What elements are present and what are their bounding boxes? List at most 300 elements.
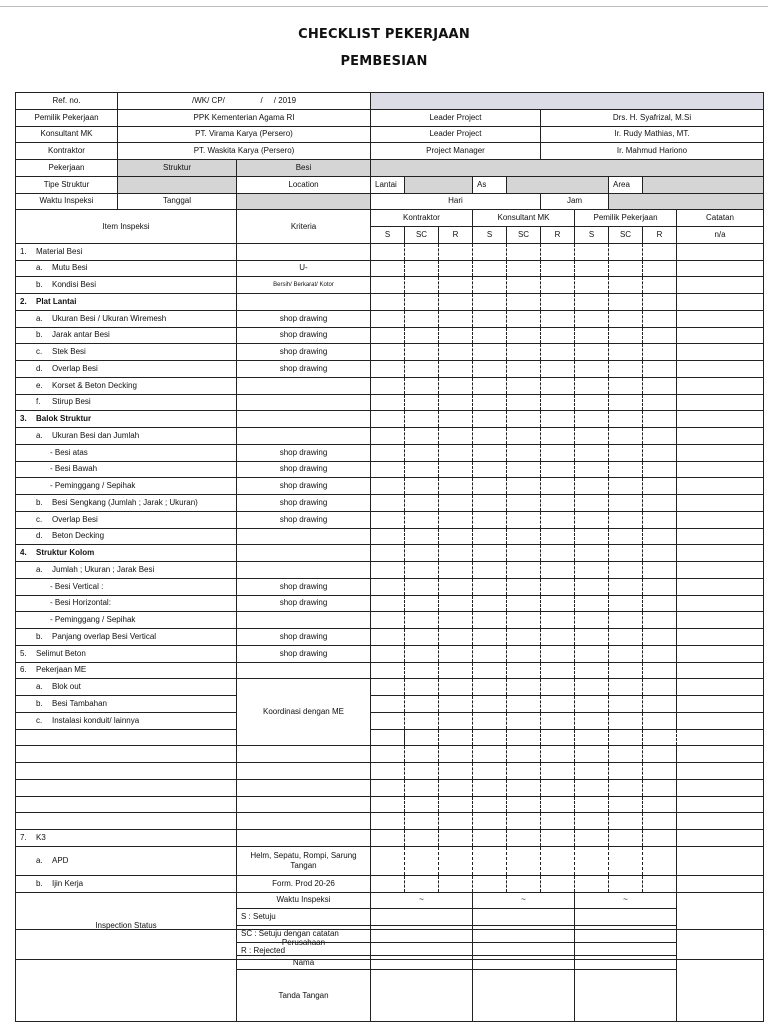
check-cell[interactable]	[371, 578, 405, 595]
check-cell[interactable]	[473, 528, 507, 545]
check-cell[interactable]	[575, 260, 609, 277]
check-cell[interactable]	[541, 796, 575, 813]
check-cell[interactable]	[643, 461, 677, 478]
check-cell[interactable]	[507, 394, 541, 411]
check-cell[interactable]	[405, 729, 439, 746]
check-cell[interactable]	[541, 260, 575, 277]
check-cell[interactable]	[609, 428, 643, 445]
check-cell[interactable]	[439, 243, 473, 260]
check-cell[interactable]	[575, 545, 609, 562]
check-cell[interactable]	[507, 461, 541, 478]
check-cell[interactable]	[609, 813, 643, 830]
check-cell[interactable]	[609, 662, 643, 679]
check-cell[interactable]	[439, 294, 473, 311]
check-cell[interactable]	[677, 846, 764, 875]
check-cell[interactable]	[439, 830, 473, 847]
check-cell[interactable]	[439, 545, 473, 562]
check-cell[interactable]	[609, 394, 643, 411]
check-cell[interactable]	[541, 629, 575, 646]
check-cell[interactable]	[507, 528, 541, 545]
check-cell[interactable]	[643, 763, 677, 780]
check-cell[interactable]	[575, 763, 609, 780]
check-cell[interactable]	[439, 662, 473, 679]
check-cell[interactable]	[643, 830, 677, 847]
check-cell[interactable]	[643, 662, 677, 679]
check-cell[interactable]	[575, 679, 609, 696]
check-cell[interactable]	[439, 562, 473, 579]
check-cell[interactable]	[405, 846, 439, 875]
check-cell[interactable]	[609, 327, 643, 344]
check-cell[interactable]	[677, 495, 764, 512]
check-cell[interactable]	[507, 310, 541, 327]
check-cell[interactable]	[643, 729, 677, 746]
check-cell[interactable]	[609, 478, 643, 495]
check-cell[interactable]	[609, 260, 643, 277]
check-cell[interactable]	[439, 578, 473, 595]
check-cell[interactable]	[439, 612, 473, 629]
check-cell[interactable]	[473, 830, 507, 847]
check-cell[interactable]	[609, 277, 643, 294]
check-cell[interactable]	[371, 662, 405, 679]
status-s-contractor[interactable]	[371, 909, 473, 926]
check-cell[interactable]	[473, 545, 507, 562]
check-cell[interactable]	[677, 875, 764, 892]
check-cell[interactable]	[609, 495, 643, 512]
check-cell[interactable]	[677, 562, 764, 579]
check-cell[interactable]	[507, 813, 541, 830]
check-cell[interactable]	[439, 377, 473, 394]
check-cell[interactable]	[541, 411, 575, 428]
check-cell[interactable]	[507, 444, 541, 461]
check-cell[interactable]	[439, 327, 473, 344]
check-cell[interactable]	[643, 629, 677, 646]
check-cell[interactable]	[541, 294, 575, 311]
check-cell[interactable]	[473, 260, 507, 277]
check-cell[interactable]	[541, 428, 575, 445]
check-cell[interactable]	[371, 511, 405, 528]
check-cell[interactable]	[439, 528, 473, 545]
company-contractor[interactable]	[371, 930, 473, 956]
check-cell[interactable]	[541, 495, 575, 512]
check-cell[interactable]	[371, 679, 405, 696]
check-cell[interactable]	[473, 562, 507, 579]
check-cell[interactable]	[609, 779, 643, 796]
check-cell[interactable]	[609, 712, 643, 729]
check-cell[interactable]	[405, 495, 439, 512]
check-cell[interactable]	[677, 327, 764, 344]
check-cell[interactable]	[575, 478, 609, 495]
check-cell[interactable]	[405, 595, 439, 612]
check-cell[interactable]	[643, 495, 677, 512]
check-cell[interactable]	[677, 746, 764, 763]
check-cell[interactable]	[541, 277, 575, 294]
check-cell[interactable]	[405, 662, 439, 679]
check-cell[interactable]	[575, 796, 609, 813]
check-cell[interactable]	[371, 478, 405, 495]
check-cell[interactable]	[609, 377, 643, 394]
check-cell[interactable]	[507, 377, 541, 394]
check-cell[interactable]	[371, 875, 405, 892]
check-cell[interactable]	[405, 875, 439, 892]
sign-owner[interactable]	[575, 970, 677, 1022]
check-cell[interactable]	[575, 361, 609, 378]
check-cell[interactable]	[575, 444, 609, 461]
check-cell[interactable]	[541, 361, 575, 378]
check-cell[interactable]	[473, 779, 507, 796]
check-cell[interactable]	[677, 629, 764, 646]
check-cell[interactable]	[473, 344, 507, 361]
check-cell[interactable]	[677, 361, 764, 378]
check-cell[interactable]	[439, 813, 473, 830]
check-cell[interactable]	[643, 260, 677, 277]
check-cell[interactable]	[609, 696, 643, 713]
check-cell[interactable]	[643, 679, 677, 696]
check-cell[interactable]	[473, 461, 507, 478]
check-cell[interactable]	[507, 478, 541, 495]
check-cell[interactable]	[371, 528, 405, 545]
check-cell[interactable]	[439, 763, 473, 780]
check-cell[interactable]	[643, 394, 677, 411]
check-cell[interactable]	[439, 712, 473, 729]
check-cell[interactable]	[541, 696, 575, 713]
check-cell[interactable]	[405, 294, 439, 311]
check-cell[interactable]	[643, 310, 677, 327]
check-cell[interactable]	[405, 511, 439, 528]
check-cell[interactable]	[507, 679, 541, 696]
check-cell[interactable]	[677, 696, 764, 713]
check-cell[interactable]	[405, 645, 439, 662]
check-cell[interactable]	[609, 645, 643, 662]
check-cell[interactable]	[677, 344, 764, 361]
check-cell[interactable]	[643, 562, 677, 579]
check-cell[interactable]	[575, 277, 609, 294]
check-cell[interactable]	[507, 344, 541, 361]
check-cell[interactable]	[405, 712, 439, 729]
check-cell[interactable]	[439, 277, 473, 294]
status-s-owner[interactable]	[575, 909, 677, 926]
check-cell[interactable]	[609, 361, 643, 378]
check-cell[interactable]	[643, 612, 677, 629]
check-cell[interactable]	[371, 495, 405, 512]
check-cell[interactable]	[643, 428, 677, 445]
check-cell[interactable]	[541, 394, 575, 411]
check-cell[interactable]	[507, 428, 541, 445]
check-cell[interactable]	[405, 277, 439, 294]
check-cell[interactable]	[609, 595, 643, 612]
check-cell[interactable]	[609, 830, 643, 847]
check-cell[interactable]	[507, 578, 541, 595]
check-cell[interactable]	[541, 562, 575, 579]
check-cell[interactable]	[507, 545, 541, 562]
check-cell[interactable]	[371, 696, 405, 713]
check-cell[interactable]	[677, 243, 764, 260]
check-cell[interactable]	[677, 461, 764, 478]
check-cell[interactable]	[677, 595, 764, 612]
check-cell[interactable]	[507, 277, 541, 294]
check-cell[interactable]	[541, 813, 575, 830]
check-cell[interactable]	[677, 411, 764, 428]
check-cell[interactable]	[677, 645, 764, 662]
check-cell[interactable]	[575, 645, 609, 662]
check-cell[interactable]	[371, 595, 405, 612]
check-cell[interactable]	[507, 629, 541, 646]
check-cell[interactable]	[541, 729, 575, 746]
check-cell[interactable]	[677, 277, 764, 294]
check-cell[interactable]	[609, 562, 643, 579]
check-cell[interactable]	[541, 528, 575, 545]
check-cell[interactable]	[473, 813, 507, 830]
check-cell[interactable]	[405, 377, 439, 394]
check-cell[interactable]	[575, 243, 609, 260]
check-cell[interactable]	[677, 478, 764, 495]
check-cell[interactable]	[405, 361, 439, 378]
check-cell[interactable]	[439, 875, 473, 892]
check-cell[interactable]	[473, 712, 507, 729]
check-cell[interactable]	[609, 612, 643, 629]
check-cell[interactable]	[575, 578, 609, 595]
check-cell[interactable]	[405, 411, 439, 428]
check-cell[interactable]	[643, 243, 677, 260]
check-cell[interactable]	[405, 461, 439, 478]
check-cell[interactable]	[677, 260, 764, 277]
check-cell[interactable]	[439, 729, 473, 746]
check-cell[interactable]	[643, 746, 677, 763]
check-cell[interactable]	[541, 377, 575, 394]
check-cell[interactable]	[609, 411, 643, 428]
check-cell[interactable]	[609, 294, 643, 311]
check-cell[interactable]	[473, 377, 507, 394]
check-cell[interactable]	[473, 662, 507, 679]
check-cell[interactable]	[405, 779, 439, 796]
check-cell[interactable]	[439, 260, 473, 277]
check-cell[interactable]	[439, 846, 473, 875]
check-cell[interactable]	[507, 746, 541, 763]
area-value[interactable]	[643, 176, 764, 193]
check-cell[interactable]	[473, 277, 507, 294]
check-cell[interactable]	[405, 310, 439, 327]
check-cell[interactable]	[405, 813, 439, 830]
check-cell[interactable]	[405, 830, 439, 847]
check-cell[interactable]	[473, 394, 507, 411]
check-cell[interactable]	[575, 629, 609, 646]
check-cell[interactable]	[473, 846, 507, 875]
check-cell[interactable]	[609, 629, 643, 646]
check-cell[interactable]	[439, 645, 473, 662]
check-cell[interactable]	[473, 696, 507, 713]
check-cell[interactable]	[575, 779, 609, 796]
check-cell[interactable]	[643, 645, 677, 662]
check-cell[interactable]	[439, 394, 473, 411]
check-cell[interactable]	[473, 595, 507, 612]
check-cell[interactable]	[541, 344, 575, 361]
check-cell[interactable]	[677, 779, 764, 796]
check-cell[interactable]	[507, 294, 541, 311]
check-cell[interactable]	[507, 875, 541, 892]
check-cell[interactable]	[541, 478, 575, 495]
check-cell[interactable]	[541, 830, 575, 847]
check-cell[interactable]	[439, 428, 473, 445]
check-cell[interactable]	[371, 461, 405, 478]
check-cell[interactable]	[575, 411, 609, 428]
check-cell[interactable]	[677, 796, 764, 813]
check-cell[interactable]	[405, 243, 439, 260]
check-cell[interactable]	[371, 562, 405, 579]
check-cell[interactable]	[541, 846, 575, 875]
sign-contractor[interactable]	[371, 970, 473, 1022]
check-cell[interactable]	[541, 511, 575, 528]
sign-consultant[interactable]	[473, 970, 575, 1022]
check-cell[interactable]	[439, 310, 473, 327]
check-cell[interactable]	[677, 830, 764, 847]
check-cell[interactable]	[371, 394, 405, 411]
check-cell[interactable]	[643, 578, 677, 595]
status-time-consultant[interactable]: ~	[473, 892, 575, 909]
check-cell[interactable]	[473, 746, 507, 763]
check-cell[interactable]	[643, 377, 677, 394]
check-cell[interactable]	[575, 662, 609, 679]
check-cell[interactable]	[609, 243, 643, 260]
check-cell[interactable]	[677, 428, 764, 445]
check-cell[interactable]	[643, 779, 677, 796]
check-cell[interactable]	[473, 411, 507, 428]
check-cell[interactable]	[541, 444, 575, 461]
check-cell[interactable]	[439, 696, 473, 713]
check-cell[interactable]	[609, 846, 643, 875]
check-cell[interactable]	[405, 629, 439, 646]
check-cell[interactable]	[439, 411, 473, 428]
check-cell[interactable]	[575, 310, 609, 327]
check-cell[interactable]	[677, 377, 764, 394]
check-cell[interactable]	[473, 612, 507, 629]
check-cell[interactable]	[371, 746, 405, 763]
check-cell[interactable]	[439, 461, 473, 478]
check-cell[interactable]	[405, 260, 439, 277]
check-cell[interactable]	[575, 562, 609, 579]
check-cell[interactable]	[643, 478, 677, 495]
check-cell[interactable]	[575, 428, 609, 445]
check-cell[interactable]	[643, 444, 677, 461]
check-cell[interactable]	[541, 612, 575, 629]
check-cell[interactable]	[507, 645, 541, 662]
check-cell[interactable]	[507, 361, 541, 378]
check-cell[interactable]	[371, 361, 405, 378]
check-cell[interactable]	[507, 796, 541, 813]
check-cell[interactable]	[473, 875, 507, 892]
check-cell[interactable]	[371, 411, 405, 428]
status-time-owner[interactable]: ~	[575, 892, 677, 909]
check-cell[interactable]	[643, 813, 677, 830]
check-cell[interactable]	[439, 344, 473, 361]
check-cell[interactable]	[677, 444, 764, 461]
check-cell[interactable]	[677, 394, 764, 411]
check-cell[interactable]	[575, 612, 609, 629]
check-cell[interactable]	[609, 344, 643, 361]
check-cell[interactable]	[507, 612, 541, 629]
check-cell[interactable]	[643, 344, 677, 361]
check-cell[interactable]	[507, 595, 541, 612]
check-cell[interactable]	[609, 875, 643, 892]
check-cell[interactable]	[609, 511, 643, 528]
check-cell[interactable]	[473, 578, 507, 595]
check-cell[interactable]	[371, 377, 405, 394]
check-cell[interactable]	[371, 277, 405, 294]
check-cell[interactable]	[541, 243, 575, 260]
check-cell[interactable]	[405, 746, 439, 763]
check-cell[interactable]	[643, 411, 677, 428]
check-cell[interactable]	[507, 830, 541, 847]
check-cell[interactable]	[643, 511, 677, 528]
status-time-contractor[interactable]: ~	[371, 892, 473, 909]
check-cell[interactable]	[405, 562, 439, 579]
check-cell[interactable]	[677, 294, 764, 311]
check-cell[interactable]	[677, 813, 764, 830]
check-cell[interactable]	[371, 260, 405, 277]
check-cell[interactable]	[439, 796, 473, 813]
check-cell[interactable]	[371, 294, 405, 311]
check-cell[interactable]	[405, 696, 439, 713]
check-cell[interactable]	[405, 528, 439, 545]
check-cell[interactable]	[575, 746, 609, 763]
check-cell[interactable]	[371, 444, 405, 461]
check-cell[interactable]	[643, 875, 677, 892]
check-cell[interactable]	[473, 729, 507, 746]
check-cell[interactable]	[371, 545, 405, 562]
check-cell[interactable]	[371, 846, 405, 875]
check-cell[interactable]	[541, 545, 575, 562]
check-cell[interactable]	[575, 696, 609, 713]
check-cell[interactable]	[473, 428, 507, 445]
check-cell[interactable]	[541, 595, 575, 612]
check-cell[interactable]	[677, 763, 764, 780]
company-owner[interactable]	[575, 930, 677, 956]
check-cell[interactable]	[575, 294, 609, 311]
check-cell[interactable]	[541, 875, 575, 892]
check-cell[interactable]	[575, 830, 609, 847]
check-cell[interactable]	[575, 846, 609, 875]
check-cell[interactable]	[643, 545, 677, 562]
check-cell[interactable]	[677, 679, 764, 696]
check-cell[interactable]	[405, 478, 439, 495]
check-cell[interactable]	[643, 696, 677, 713]
check-cell[interactable]	[473, 310, 507, 327]
check-cell[interactable]	[405, 428, 439, 445]
check-cell[interactable]	[405, 796, 439, 813]
check-cell[interactable]	[507, 846, 541, 875]
check-cell[interactable]	[473, 645, 507, 662]
check-cell[interactable]	[677, 712, 764, 729]
check-cell[interactable]	[541, 645, 575, 662]
check-cell[interactable]	[609, 461, 643, 478]
check-cell[interactable]	[541, 461, 575, 478]
check-cell[interactable]	[541, 712, 575, 729]
check-cell[interactable]	[371, 813, 405, 830]
check-cell[interactable]	[439, 629, 473, 646]
check-cell[interactable]	[575, 528, 609, 545]
check-cell[interactable]	[507, 712, 541, 729]
check-cell[interactable]	[609, 444, 643, 461]
check-cell[interactable]	[575, 495, 609, 512]
check-cell[interactable]	[371, 796, 405, 813]
check-cell[interactable]	[371, 344, 405, 361]
check-cell[interactable]	[371, 779, 405, 796]
check-cell[interactable]	[507, 763, 541, 780]
check-cell[interactable]	[507, 260, 541, 277]
check-cell[interactable]	[507, 327, 541, 344]
ref-value[interactable]: /WK/ CP/ / / 2019	[118, 93, 371, 110]
check-cell[interactable]	[439, 595, 473, 612]
check-cell[interactable]	[405, 444, 439, 461]
hour-value[interactable]	[609, 193, 764, 210]
